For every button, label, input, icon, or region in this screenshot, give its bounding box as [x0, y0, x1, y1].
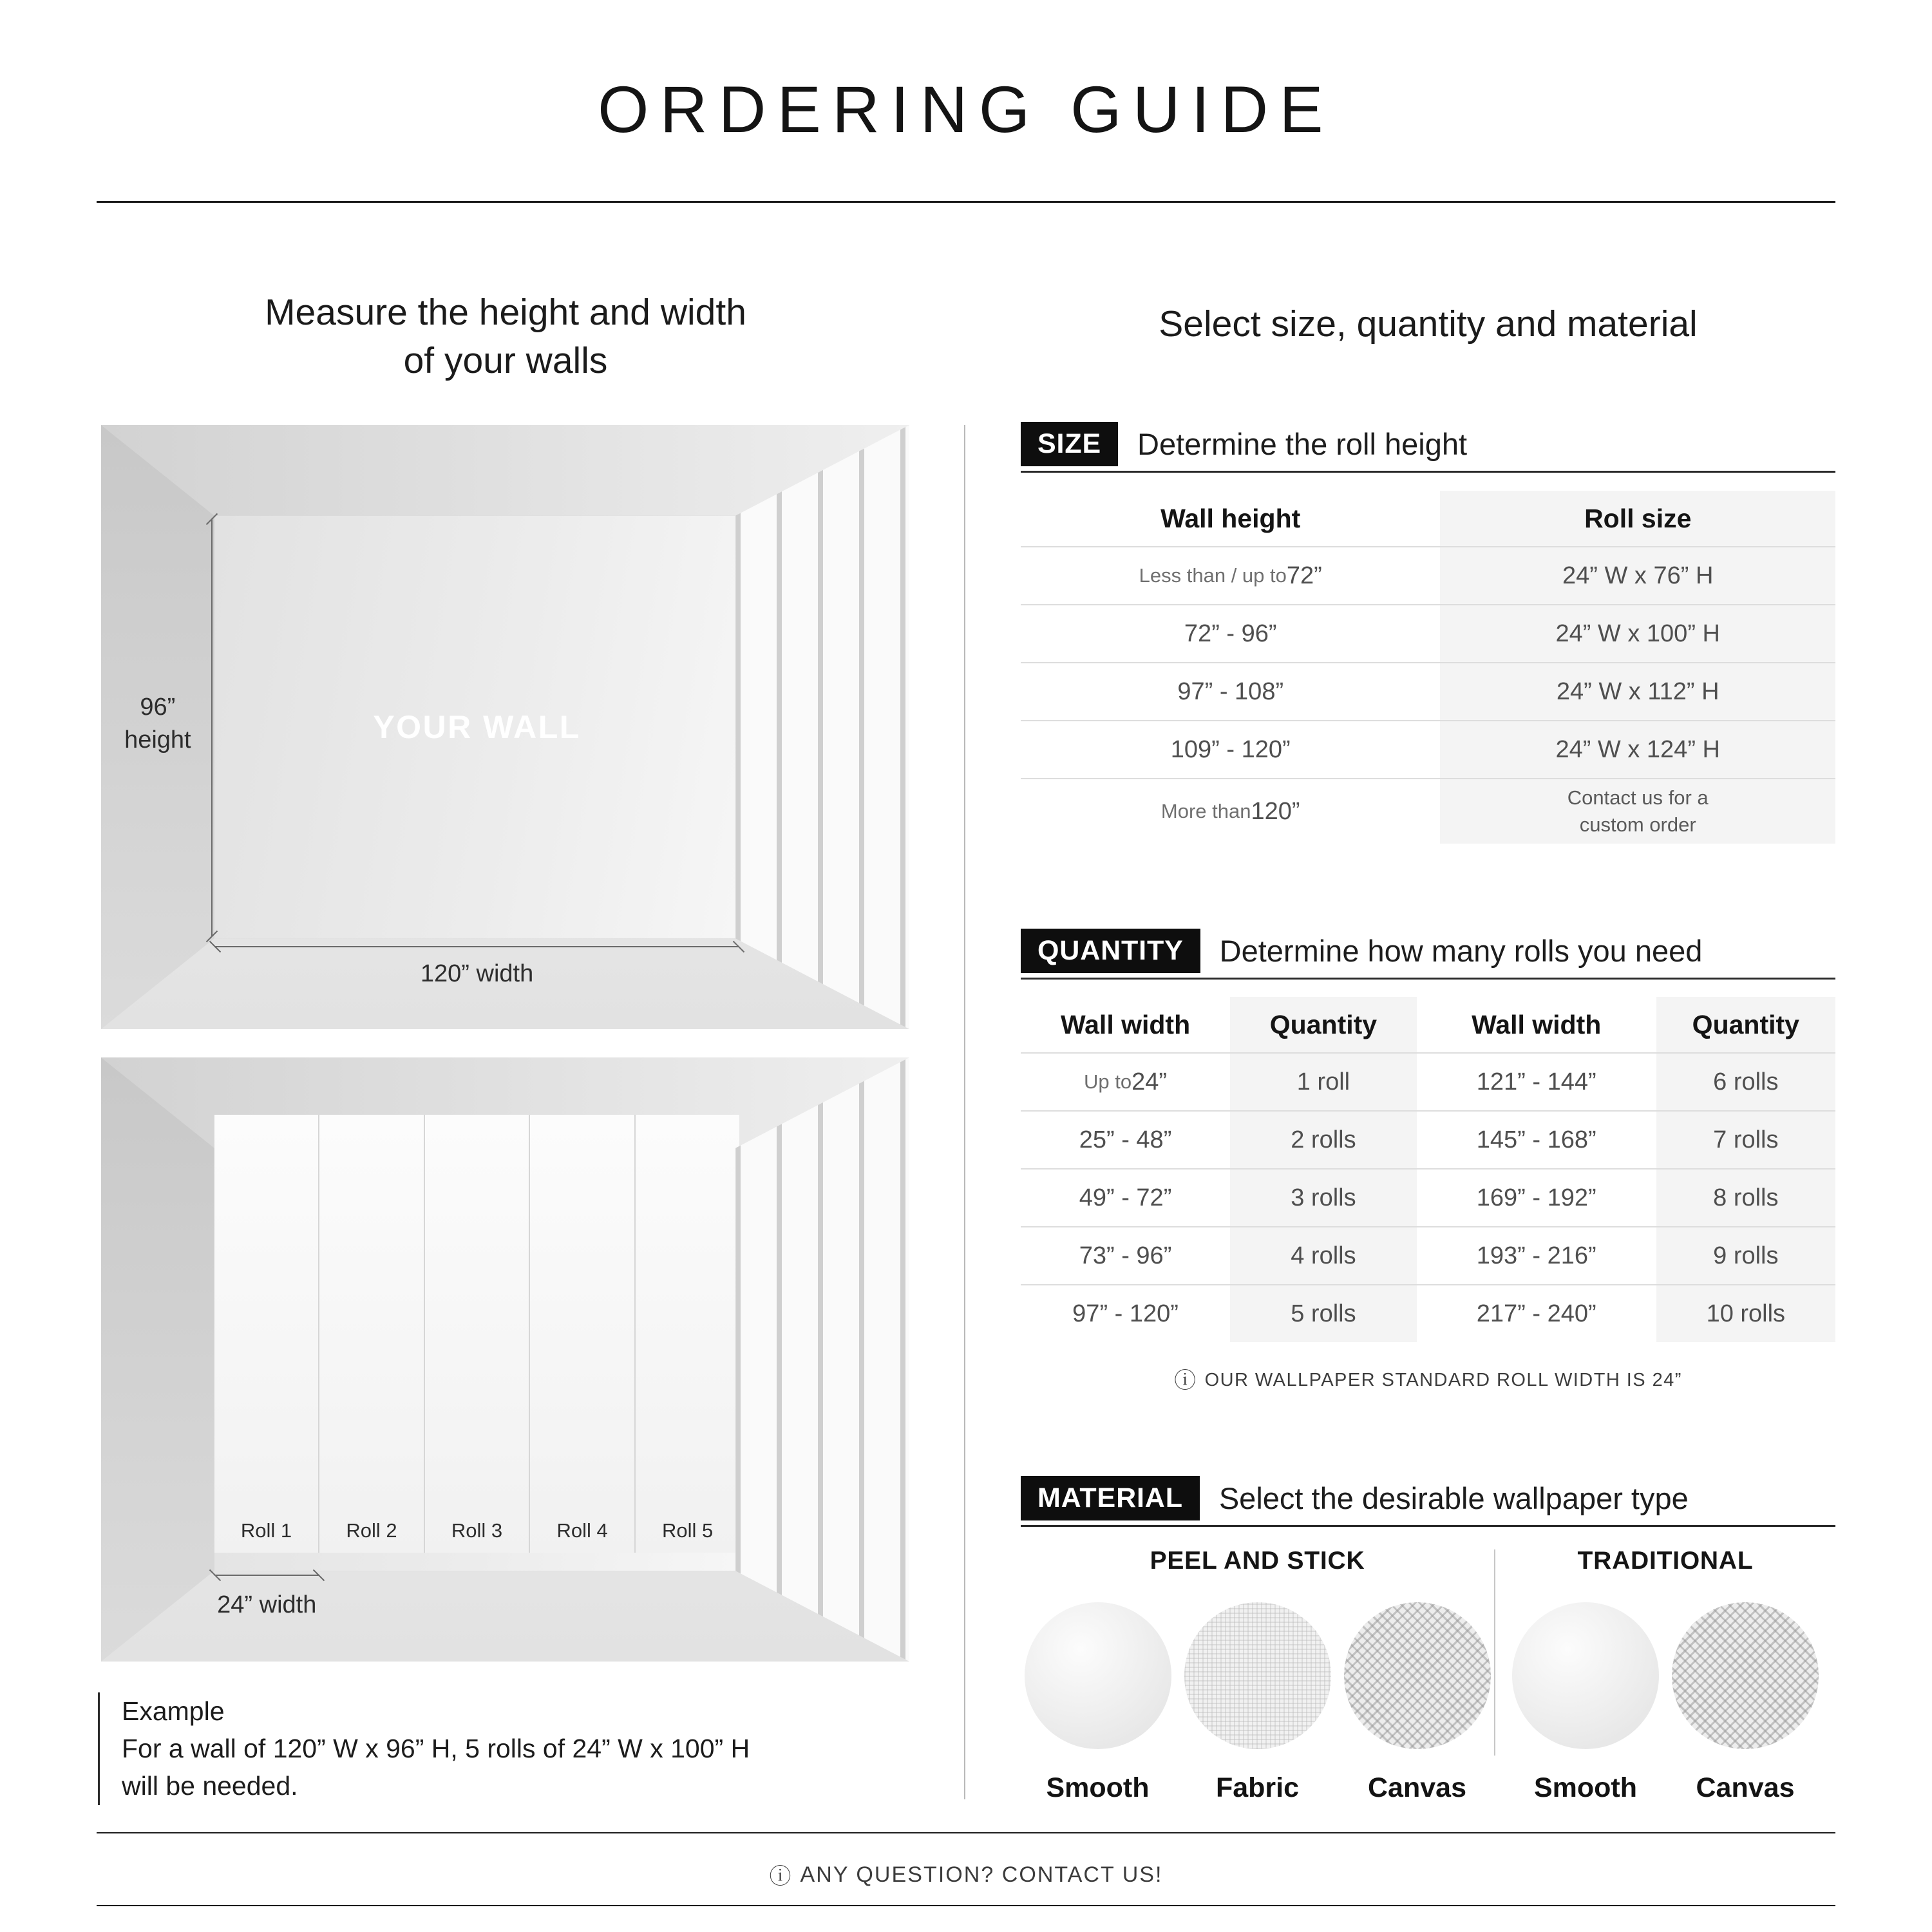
roll-panel-3	[425, 1115, 531, 1553]
quantity-cell: 9 rolls	[1656, 1227, 1835, 1284]
size-section-divider	[1021, 471, 1835, 473]
quantity-table-row	[1021, 1110, 1835, 1168]
quantity-table-row	[1021, 1168, 1835, 1226]
size-section-title: Determine the roll height	[1137, 427, 1468, 461]
roll-size-cell: 24” W x 124” H	[1440, 721, 1835, 778]
material-section-divider	[1021, 1525, 1835, 1527]
your-wall-label: YOUR WALL	[373, 708, 581, 745]
roll-size-cell: 24” W x 112” H	[1440, 663, 1835, 720]
standard-roll-width-note	[1021, 1363, 1835, 1394]
quantity-column-header: Quantity	[1230, 997, 1417, 1052]
roll-panel-1	[214, 1115, 320, 1553]
roll-width-dimension-line	[214, 1575, 319, 1576]
column-divider	[964, 425, 965, 1799]
size-table-row	[1021, 720, 1835, 778]
roll-panels	[214, 1115, 740, 1553]
quantity-table-row	[1021, 1284, 1835, 1342]
height-dimension-line	[211, 519, 213, 936]
right-section-heading: Select size, quantity and material	[1159, 303, 1698, 345]
quantity-cell: 2 rolls	[1230, 1112, 1417, 1168]
wall-width-cell	[1021, 1170, 1230, 1226]
roll-label: Roll 2	[346, 1519, 397, 1542]
smooth-texture-swatch	[1512, 1602, 1659, 1749]
height-word: height	[124, 726, 191, 754]
standard-roll-width-note-text: OUR WALLPAPER STANDARD ROLL WIDTH IS 24”	[1204, 1370, 1682, 1390]
peel-and-stick-title: PEEL AND STICK	[1150, 1547, 1365, 1575]
quantity-cell: 1 roll	[1230, 1054, 1417, 1110]
wall-width-cell	[1021, 1054, 1230, 1110]
wall-width-value: 25” - 48”	[1079, 1126, 1172, 1153]
wall-width-cell	[1021, 1227, 1230, 1284]
example-line2: will be needed.	[122, 1771, 298, 1801]
wall-height-cell	[1021, 547, 1440, 604]
peel-and-stick-group	[1021, 1547, 1494, 1804]
wall-width-value: 73” - 96”	[1079, 1242, 1172, 1269]
left-heading-line1: Measure the height and width	[265, 292, 746, 333]
wall-width-value: 24”	[1132, 1068, 1168, 1095]
material-option-fabric	[1182, 1602, 1333, 1804]
roll-label: Roll 3	[451, 1519, 503, 1542]
wall-height-cell	[1021, 721, 1440, 778]
roll-label: Roll 1	[240, 1519, 292, 1542]
material-option-canvas	[1670, 1602, 1821, 1804]
wall-width-cell: 145” - 168”	[1476, 1126, 1596, 1153]
roll-quantity-table	[1021, 997, 1835, 1342]
size-table-row	[1021, 662, 1835, 720]
roll-panel-2	[319, 1115, 425, 1553]
wall-height-cell	[1021, 779, 1440, 844]
quantity-cell: 3 rolls	[1230, 1170, 1417, 1226]
footer-divider-top	[97, 1832, 1835, 1833]
peel-and-stick-swatches	[1023, 1602, 1493, 1804]
footer-note	[0, 1859, 1932, 1890]
wall-height-value: 109” - 120”	[1170, 735, 1291, 763]
material-option-canvas	[1342, 1602, 1493, 1804]
canvas-texture-swatch	[1344, 1602, 1491, 1749]
swatch-label: Canvas	[1696, 1772, 1795, 1803]
roll-size-column-header: Roll size	[1440, 491, 1835, 546]
roll-label: Roll 5	[662, 1519, 714, 1542]
material-section-title: Select the desirable wallpaper type	[1218, 1481, 1689, 1515]
left-section-heading	[97, 289, 914, 385]
material-badge: MATERIAL	[1021, 1476, 1200, 1520]
roll-height-table	[1021, 491, 1835, 844]
room-window	[735, 425, 909, 1029]
roll-width-label: 24” width	[217, 1591, 317, 1619]
size-table-header-row	[1021, 491, 1835, 546]
swatch-label: Fabric	[1215, 1772, 1300, 1803]
roll-layout-illustration	[101, 1057, 909, 1662]
wall-height-value: 120”	[1251, 797, 1300, 825]
wall-height-cell	[1021, 605, 1440, 662]
info-icon: ⓘ	[769, 1864, 793, 1889]
wall-width-cell: 121” - 144”	[1476, 1068, 1596, 1095]
wall-width-cell: 193” - 216”	[1476, 1242, 1596, 1269]
example-title: Example	[122, 1696, 225, 1726]
room-window	[735, 1057, 909, 1662]
wall-height-prefix: Less than / up to	[1139, 564, 1287, 587]
custom-order-line2: custom order	[1579, 813, 1696, 836]
wall-width-cell: 217” - 240”	[1476, 1300, 1596, 1327]
wall-width-value: 97” - 120”	[1072, 1300, 1179, 1327]
traditional-title: TRADITIONAL	[1577, 1547, 1754, 1575]
material-section-header	[1021, 1476, 1835, 1520]
fabric-texture-swatch	[1184, 1602, 1331, 1749]
info-icon: ⓘ	[1174, 1368, 1197, 1393]
quantity-cell: 4 rolls	[1230, 1227, 1417, 1284]
wall-height-prefix: More than	[1160, 800, 1251, 822]
height-value: 96”	[140, 693, 176, 721]
canvas-texture-swatch	[1672, 1602, 1819, 1749]
traditional-group	[1495, 1547, 1835, 1804]
material-options	[1021, 1547, 1835, 1804]
example-note	[98, 1692, 896, 1805]
size-table-row	[1021, 546, 1835, 604]
size-table-row	[1021, 778, 1835, 844]
custom-order-line1: Contact us for a	[1567, 786, 1709, 810]
roll-size-cell	[1440, 779, 1835, 844]
roll-panel-4	[530, 1115, 636, 1553]
quantity-cell: 7 rolls	[1656, 1112, 1835, 1168]
wall-height-value: 72” - 96”	[1184, 620, 1277, 647]
wall-width-value: 49” - 72”	[1079, 1184, 1172, 1211]
quantity-cell: 10 rolls	[1656, 1285, 1835, 1342]
wall-width-column-header: Wall width	[1472, 1009, 1602, 1039]
quantity-cell: 6 rolls	[1656, 1054, 1835, 1110]
footer-divider-bottom	[97, 1905, 1835, 1906]
swatch-label: Smooth	[1046, 1772, 1150, 1803]
roll-label: Roll 4	[556, 1519, 608, 1542]
quantity-table-row	[1021, 1052, 1835, 1110]
wall-height-value: 72”	[1286, 562, 1322, 589]
wall-width-column-header: Wall width	[1060, 1009, 1191, 1039]
example-line1: For a wall of 120” W x 96” H, 5 rolls of 24” W x 100” H	[122, 1734, 750, 1764]
size-badge: SIZE	[1021, 422, 1118, 466]
swatch-label: Smooth	[1533, 1772, 1638, 1803]
material-option-smooth	[1023, 1602, 1173, 1804]
wall-height-cell	[1021, 663, 1440, 720]
title-divider	[97, 201, 1835, 203]
quantity-cell: 8 rolls	[1656, 1170, 1835, 1226]
quantity-column-header: Quantity	[1656, 997, 1835, 1052]
swatch-label: Canvas	[1368, 1772, 1466, 1803]
wall-width-cell	[1021, 1112, 1230, 1168]
wall-height-value: 97” - 108”	[1177, 677, 1284, 705]
traditional-swatches	[1510, 1602, 1821, 1804]
wall-measure-illustration	[101, 425, 909, 1029]
custom-order-note	[1567, 784, 1709, 838]
wall-height-column-header: Wall height	[1160, 503, 1301, 533]
size-table-row	[1021, 604, 1835, 662]
wall-width-prefix: Up to	[1084, 1070, 1132, 1093]
left-heading-line2: of your walls	[403, 340, 608, 382]
footer-note-text: ANY QUESTION? CONTACT US!	[800, 1862, 1163, 1887]
wall-width-cell: 169” - 192”	[1476, 1184, 1596, 1211]
wall-width-cell	[1021, 1285, 1230, 1342]
height-dimension-label	[113, 691, 202, 757]
quantity-section-title: Determine how many rolls you need	[1219, 934, 1703, 968]
quantity-section-divider	[1021, 978, 1835, 980]
width-dimension-label: 120” width	[420, 960, 534, 988]
roll-size-cell: 24” W x 100” H	[1440, 605, 1835, 662]
roll-panel-5	[636, 1115, 740, 1553]
quantity-table-row	[1021, 1226, 1835, 1284]
quantity-section-header	[1021, 929, 1835, 973]
quantity-badge: QUANTITY	[1021, 929, 1200, 973]
material-option-smooth	[1510, 1602, 1661, 1804]
roll-size-cell: 24” W x 76” H	[1440, 547, 1835, 604]
page-title: ORDERING GUIDE	[598, 73, 1334, 146]
smooth-texture-swatch	[1025, 1602, 1171, 1749]
quantity-cell: 5 rolls	[1230, 1285, 1417, 1342]
size-section-header	[1021, 422, 1835, 466]
quantity-table-header-row	[1021, 997, 1835, 1052]
width-dimension-line	[214, 946, 740, 947]
